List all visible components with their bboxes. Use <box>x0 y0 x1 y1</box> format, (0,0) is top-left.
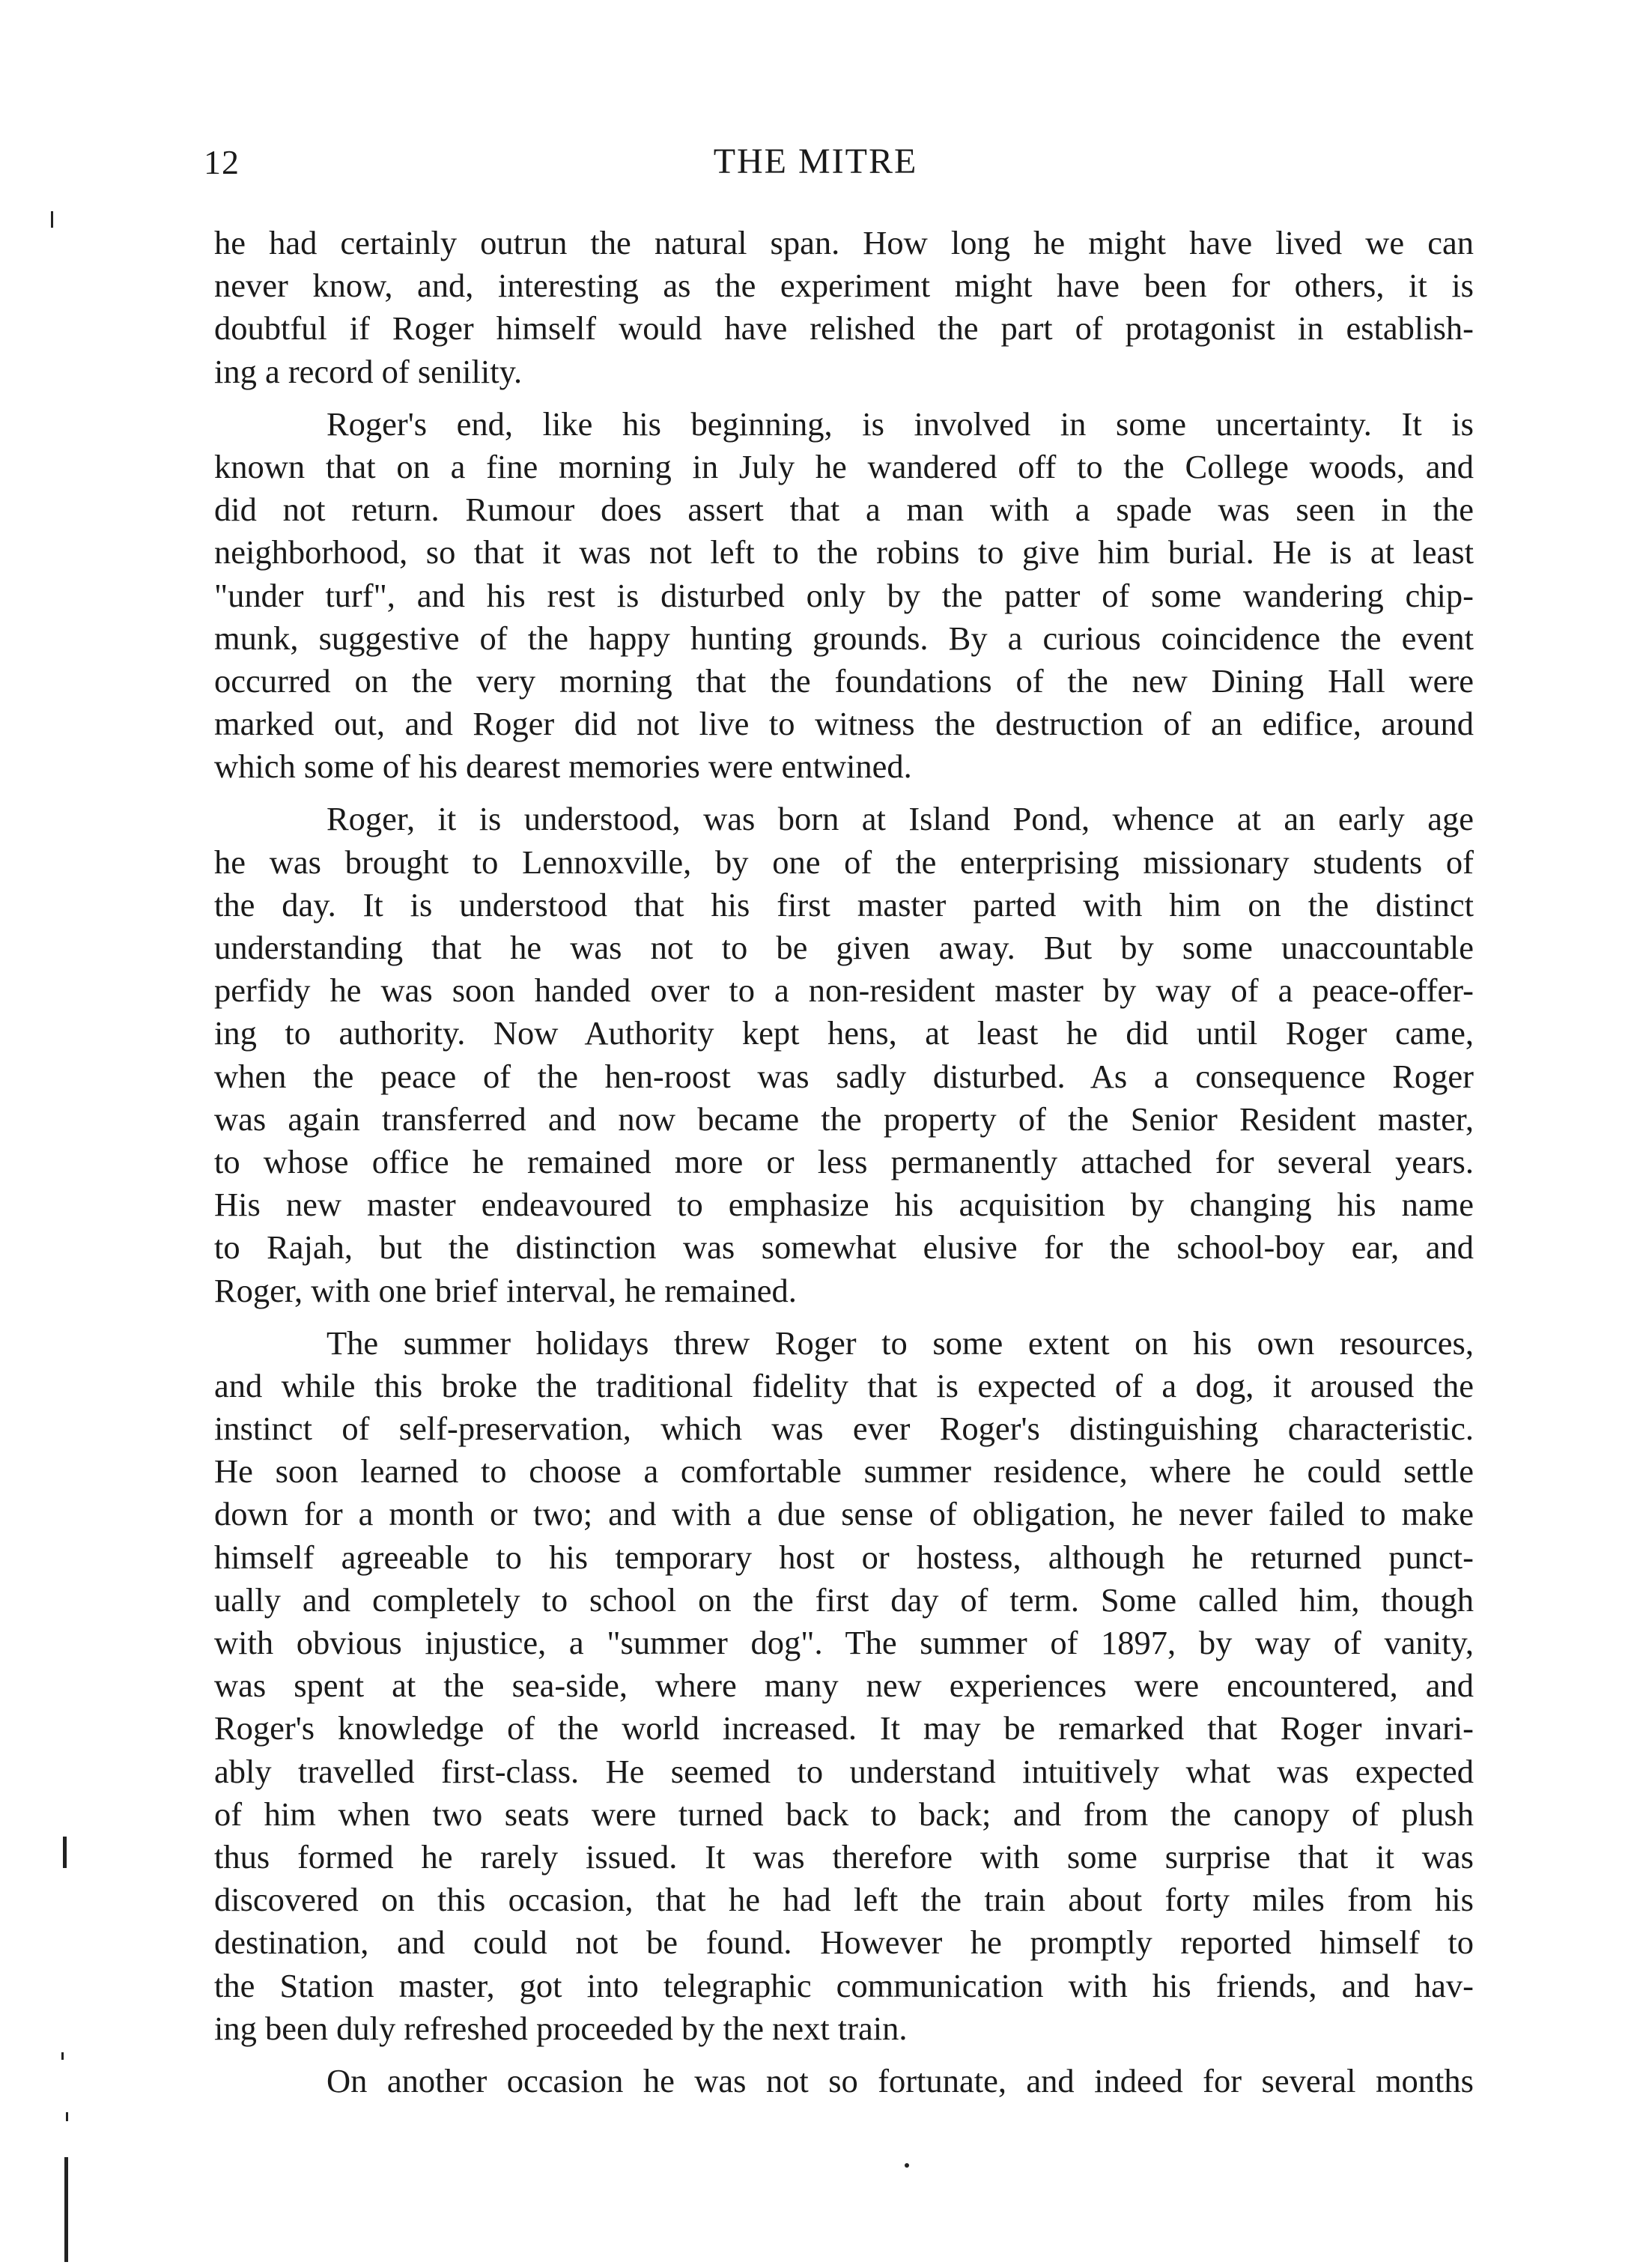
text-line: was again transferred and now became the property of the Senior Resident master, <box>214 1100 1474 1138</box>
text-line: doubtful if Roger himself would have relished the part of protagonist in establish- <box>214 309 1474 348</box>
paragraph <box>214 798 1474 1312</box>
text-line: His new master endeavoured to emphasize his acquisition by changing his name <box>214 1186 1474 1224</box>
scan-mark <box>905 2163 909 2168</box>
text-line: Roger, it is understood, was born at Island Pond, whence at an early age <box>326 800 1474 838</box>
text-line: the Station master, got into telegraphic communication with his friends, and hav- <box>214 1966 1474 2004</box>
paragraph <box>214 403 1474 789</box>
text-line: was spent at the sea-side, where many new experiences were encountered, and <box>214 1667 1474 1705</box>
text-line: occurred on the very morning that the foundations of the new Dining Hall were <box>214 661 1474 700</box>
page-number: 12 <box>204 143 240 181</box>
paragraph <box>214 2060 1474 2102</box>
text-line: of him when two seats were turned back to back; and from the canopy of plush <box>214 1795 1474 1833</box>
text-line: down for a month or two; and with a due sense of obligation, he never failed to make <box>214 1495 1474 1533</box>
scan-mark <box>51 211 53 228</box>
text-line: known that on a fine morning in July he wandered off to the College woods, and <box>214 447 1474 485</box>
scan-mark <box>63 1837 67 1868</box>
text-line: did not return. Rumour does assert that a man with a spade was seen in the <box>214 491 1474 529</box>
text-line: he had certainly outrun the natural span. How long he might have lived we can <box>214 224 1474 261</box>
body-text <box>214 222 1474 2112</box>
paragraph <box>214 1322 1474 2050</box>
text-line: with obvious injustice, a "summer dog". The summer of 1897, by way of vanity, <box>214 1624 1474 1661</box>
text-line: Roger, with one brief interval, he remained. <box>214 1271 797 1309</box>
scan-mark <box>64 2157 68 2262</box>
text-line: the day. It is understood that his first master parted with him on the distinct <box>214 885 1474 924</box>
text-line: instinct of self-preservation, which was ever Roger's distinguishing characteristic. <box>214 1410 1474 1448</box>
text-line: thus formed he rarely issued. It was therefore with some surprise that it was <box>214 1837 1474 1876</box>
text-line: "under turf", and his rest is disturbed only by the patter of some wandering chip- <box>214 576 1474 614</box>
running-head: THE MITRE <box>713 142 918 181</box>
text-line: ing been duly refreshed proceeded by the next train. <box>214 2009 908 2047</box>
scan-mark <box>66 2112 68 2121</box>
text-line: marked out, and Roger did not live to witness the destruction of an edifice, around <box>214 705 1474 743</box>
paragraph <box>214 222 1474 393</box>
text-line: perfidy he was soon handed over to a non-resident master by way of a peace-offer- <box>214 971 1474 1010</box>
text-line: munk, suggestive of the happy hunting grounds. By a curious coincidence the event <box>214 619 1474 657</box>
text-line: neighborhood, so that it was not left to the robins to give him burial. He is at least <box>214 533 1474 571</box>
text-line: ing to authority. Now Authority kept hens, at least he did until Roger came, <box>214 1014 1474 1052</box>
text-line: Roger's knowledge of the world increased. It may be remarked that Roger invari- <box>214 1709 1474 1747</box>
text-line: He soon learned to choose a comfortable summer residence, where he could settle <box>214 1452 1474 1491</box>
text-line: destination, and could not be found. However he promptly reported himself to <box>214 1923 1474 1962</box>
text-line: to Rajah, but the distinction was somewhat elusive for the school-boy ear, and <box>214 1228 1474 1267</box>
text-line: discovered on this occasion, that he had left the train about forty miles from his <box>214 1881 1474 1919</box>
text-line: when the peace of the hen-roost was sadly disturbed. As a consequence Roger <box>214 1057 1474 1095</box>
text-line: ually and completely to school on the first day of term. Some called him, though <box>214 1580 1474 1619</box>
text-line: he was brought to Lennoxville, by one of the enterprising missionary students of <box>214 843 1474 881</box>
text-line: On another occasion he was not so fortunate, and indeed for several months <box>326 2061 1474 2099</box>
scan-mark <box>61 2052 64 2060</box>
text-line: which some of his dearest memories were entwined. <box>214 748 912 786</box>
text-line: to whose office he remained more or less permanently attached for several years. <box>214 1142 1474 1180</box>
text-line: Roger's end, like his beginning, is involved in some uncertainty. It is <box>326 404 1474 443</box>
text-line: ing a record of senility. <box>214 352 523 390</box>
text-line: and while this broke the traditional fidelity that is expected of a dog, it aroused the <box>214 1366 1474 1404</box>
text-line: ably travelled first-class. He seemed to understand intuitively what was expected <box>214 1752 1474 1790</box>
text-line: The summer holidays threw Roger to some extent on his own resources, <box>326 1323 1474 1362</box>
text-line: never know, and, interesting as the experiment might have been for others, it is <box>214 267 1474 305</box>
text-line: understanding that he was not to be given away. But by some unaccountable <box>214 929 1474 966</box>
text-line: himself agreeable to his temporary host or hostess, although he returned punct- <box>214 1538 1474 1576</box>
